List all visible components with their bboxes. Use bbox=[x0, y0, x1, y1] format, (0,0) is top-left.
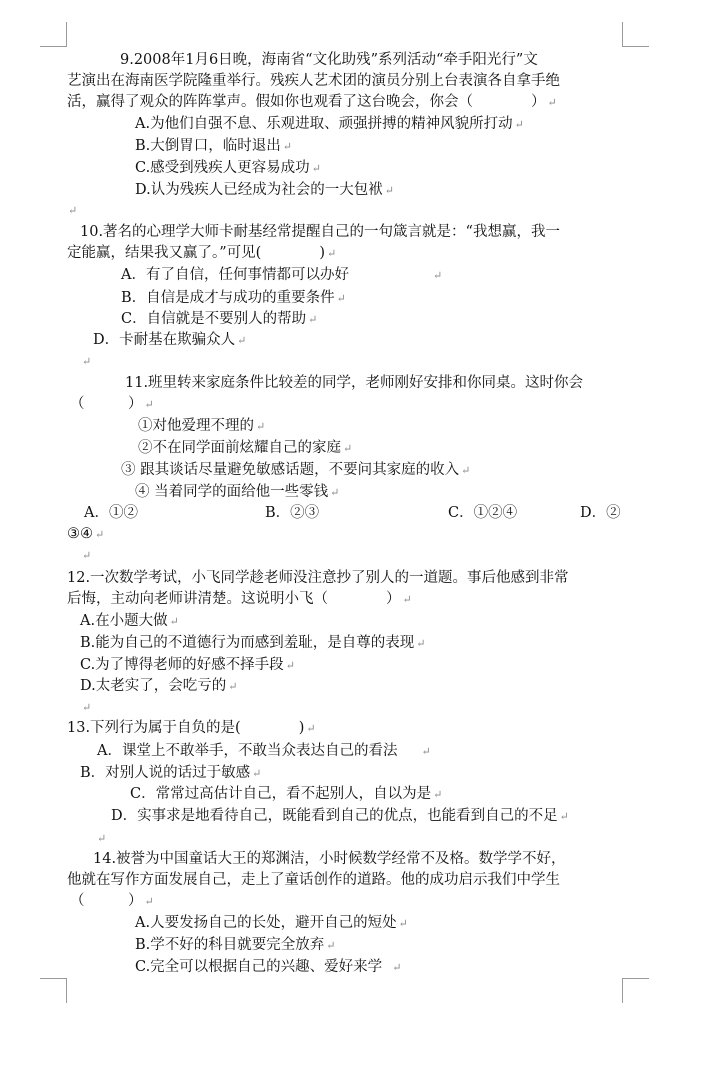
paragraph-mark: ↵ bbox=[311, 162, 321, 175]
paragraph-mark: ↵ bbox=[144, 398, 154, 411]
q11-line-2: （ ） ↵ bbox=[70, 396, 154, 412]
q14-option-c: C.完全可以根据自己的兴趣、爱好来学 ↵ bbox=[135, 959, 402, 975]
crop-mark-bottom-left bbox=[40, 978, 67, 1003]
paragraph-mark: ↵ bbox=[228, 680, 238, 693]
q12-line-2: 后悔，主动向老师讲清楚。这说明小飞（ ） ↵ bbox=[67, 591, 412, 607]
paragraph-mark: ↵ bbox=[308, 313, 318, 326]
q9-option-a: A.为他们自强不息、乐观进取、顽强拼搏的精神风貌所打动 ↵ bbox=[135, 116, 524, 132]
paragraph-mark: ↵ bbox=[461, 464, 471, 477]
q11-option-d-cont: ③④ ↵ bbox=[67, 526, 105, 542]
paragraph-mark: ↵ bbox=[95, 528, 105, 541]
paragraph-mark: ↵ bbox=[384, 184, 394, 197]
blank-line bbox=[95, 828, 106, 849]
paragraph-mark: ↵ bbox=[252, 767, 262, 780]
crop-mark-top-right bbox=[622, 22, 649, 47]
q12-line-1: 12.一次数学考试，小飞同学趁老师没注意抄了别人的一道题。事后他感到非常 bbox=[67, 570, 569, 586]
q9-line-3: 活，赢得了观众的阵阵掌声。假如你也观看了这台晚会，你会（ ） ↵ bbox=[67, 94, 557, 110]
paragraph-mark: ↵ bbox=[237, 334, 247, 347]
paragraph-mark: ↵ bbox=[326, 939, 336, 952]
q9-line-2: 艺演出在海南医学院隆重举行。残疾人艺术团的演员分别上台表演各自拿手绝 bbox=[67, 73, 560, 89]
q13-line-1: 13.下列行为属于自负的是( ) ↵ bbox=[67, 720, 316, 736]
paragraph-mark: ↵ bbox=[285, 659, 295, 672]
q11-option-b: B．②③ bbox=[265, 505, 320, 521]
q10-option-b: B．自信是成才与成功的重要条件 ↵ bbox=[121, 290, 346, 306]
q14-line-3: （ ） ↵ bbox=[70, 893, 154, 909]
paragraph-mark: ↵ bbox=[326, 247, 337, 260]
q9-option-b: B.大倒胃口，临时退出 ↵ bbox=[135, 138, 292, 154]
paragraph-mark: ↵ bbox=[306, 722, 316, 735]
q10-option-d: D．卡耐基在欺骗众人 ↵ bbox=[93, 332, 247, 348]
q11-statement-3: ③ 跟其谈话尽量避免敏感话题，不要问其家庭的收入 ↵ bbox=[121, 462, 471, 478]
paragraph-mark: ↵ bbox=[514, 118, 524, 131]
paragraph-mark: ↵ bbox=[282, 140, 292, 153]
blank-line bbox=[66, 200, 77, 221]
q9-option-d: D.认为残疾人已经成为社会的一大包袱 ↵ bbox=[135, 182, 394, 198]
q11-statement-4: ④ 当着同学的面给他一些零钱 ↵ bbox=[135, 484, 340, 500]
q14-option-a: A.人要发扬自己的长处，避开自己的短处 ↵ bbox=[135, 915, 408, 931]
paragraph-mark: ↵ bbox=[421, 745, 431, 758]
q10-line-2: 定能赢，结果我又赢了。”可见( ) ↵ bbox=[67, 245, 337, 261]
q12-option-d: D.太老实了，会吃亏的 ↵ bbox=[80, 678, 238, 694]
q11-option-a: A．①② bbox=[84, 505, 138, 521]
q11-line-1: 11.班里转来家庭条件比较差的同学，老师刚好安排和你同桌。这时你会 bbox=[125, 375, 584, 391]
q14-line-1: 14.被誉为中国童话大王的郑渊洁，小时候数学经常不及格。数学学不好， bbox=[93, 851, 566, 867]
paragraph-mark: ↵ bbox=[432, 269, 443, 282]
q11-statement-2: ②不在同学面前炫耀自己的家庭 ↵ bbox=[138, 440, 353, 456]
q14-option-b: B.学不好的科目就要完全放弃 ↵ bbox=[135, 937, 336, 953]
paragraph-mark: ↵ bbox=[416, 637, 426, 650]
q10-line-1: 10.著名的心理学大师卡耐基经常提醒自己的一句箴言就是：“我想赢，我一 bbox=[80, 224, 560, 240]
q12-option-b: B.能为自己的不道德行为而感到羞耻，是自尊的表现 ↵ bbox=[80, 635, 426, 651]
q11-option-c: C．①②④ bbox=[448, 505, 518, 521]
q10-option-a: A．有了自信，任何事情都可以办好 ↵ bbox=[121, 267, 443, 283]
q10-option-c: C．自信就是不要别人的帮助 ↵ bbox=[121, 311, 318, 327]
paragraph-mark: ↵ bbox=[97, 832, 107, 845]
blank-line bbox=[80, 697, 91, 718]
crop-mark-bottom-right bbox=[622, 978, 649, 1003]
blank-line bbox=[80, 351, 91, 372]
q9-option-c: C.感受到残疾人更容易成功 ↵ bbox=[135, 160, 321, 176]
paragraph-mark: ↵ bbox=[169, 615, 179, 628]
blank-line bbox=[80, 545, 91, 566]
q13-option-b: B．对别人说的话过于敏感 ↵ bbox=[80, 765, 262, 781]
paragraph-mark: ↵ bbox=[433, 788, 443, 801]
paragraph-mark: ↵ bbox=[82, 701, 92, 714]
paragraph-mark: ↵ bbox=[559, 810, 569, 823]
q13-option-d: D．实事求是地看待自己，既能看到自己的优点，也能看到自己的不足 ↵ bbox=[111, 808, 569, 824]
q13-option-c: C．常常过高估计自己，看不起别人，自以为是 ↵ bbox=[130, 786, 443, 802]
paragraph-mark: ↵ bbox=[144, 895, 154, 908]
paragraph-mark: ↵ bbox=[392, 961, 402, 974]
paragraph-mark: ↵ bbox=[547, 96, 557, 109]
q11-option-d: D．② bbox=[580, 505, 621, 521]
q13-option-a: A．课堂上不敢举手，不敢当众表达自己的看法 ↵ bbox=[97, 743, 431, 759]
paragraph-mark: ↵ bbox=[68, 204, 78, 217]
crop-mark-top-left bbox=[40, 22, 67, 47]
q9-line-1: 9.2008年1月6日晚，海南省“文化助残”系列活动“牵手阳光行”文 bbox=[120, 52, 538, 68]
q12-option-c: C.为了博得老师的好感不择手段 ↵ bbox=[80, 657, 295, 673]
paragraph-mark: ↵ bbox=[402, 593, 412, 606]
q12-option-a: A.在小题大做 ↵ bbox=[80, 613, 179, 629]
paragraph-mark: ↵ bbox=[343, 442, 353, 455]
paragraph-mark: ↵ bbox=[398, 917, 408, 930]
q14-line-2: 他就在写作方面发展自己，走上了童话创作的道路。他的成功启示我们中学生 bbox=[67, 872, 560, 888]
q11-statement-1: ①对他爱理不理的 ↵ bbox=[138, 418, 266, 434]
paragraph-mark: ↵ bbox=[336, 292, 346, 305]
paragraph-mark: ↵ bbox=[82, 355, 92, 368]
paragraph-mark: ↵ bbox=[256, 420, 266, 433]
paragraph-mark: ↵ bbox=[82, 549, 92, 562]
paragraph-mark: ↵ bbox=[330, 486, 340, 499]
